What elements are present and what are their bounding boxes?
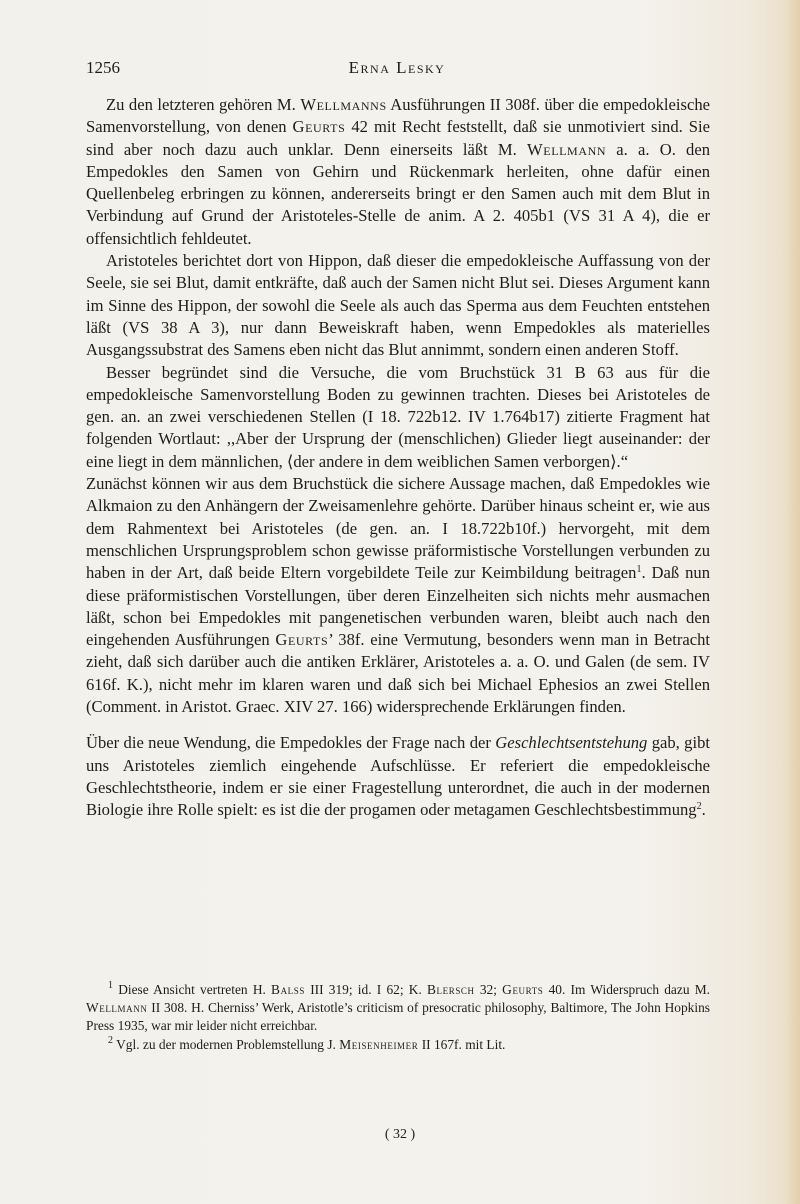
- page-header: [86, 58, 708, 82]
- emphasis: Geschlechtsentstehung: [495, 733, 648, 753]
- text-run: .: [701, 800, 706, 820]
- text-run: Vgl. zu der modernen Problemstellung J.: [113, 1036, 340, 1052]
- footnote-number: 1: [108, 980, 113, 991]
- text-run: Ausführungen II 308f. über die empedokleische Samenvorstellung, von denen: [86, 95, 710, 137]
- author-name: Wellmann: [86, 1000, 148, 1016]
- footnote-number: 2: [108, 1034, 113, 1046]
- paragraph-5: [86, 732, 710, 821]
- page-edge-shading: [786, 0, 800, 1204]
- page-number: 1256: [86, 58, 120, 77]
- footnote-1: [86, 981, 710, 1036]
- paragraph-4: [86, 473, 710, 718]
- running-head-author: Erna Lesky: [348, 58, 446, 77]
- footnote-marker-1: 1: [636, 564, 642, 576]
- footnote-marker-2: 2: [696, 801, 702, 813]
- text-run: ’ 38f. eine Vermutung, besonders wenn man in Betracht zieht, daß sich darüber auch die antiken Erklärer, Aristoteles a. a. O. und Galen (de sem. IV 616f. K.), nicht mehr im klaren waren und daß sich bei Michael Ephesios an zwei Stellen (Comment. in Aristot. Graec. XIV 27. 166) widersprechende Erklärungen finden.: [86, 630, 710, 717]
- text-run: II 308. H. Cherniss’ Werk, Aristotle’s criticism of presocratic philosophy, Baltimore, The John Hopkins Press 1935, war mir leider nicht erreichbar.: [86, 1000, 710, 1034]
- text-run: 32;: [474, 982, 503, 997]
- author-name: Geurts: [502, 982, 544, 997]
- text-run: Zu den letzteren gehören M.: [106, 95, 301, 114]
- author-name: Wellmann: [527, 139, 607, 159]
- author-name: Balss: [271, 982, 305, 997]
- footnote-2: [86, 1036, 710, 1054]
- author-name: Geurts: [292, 117, 346, 137]
- body-text: [86, 94, 710, 822]
- paragraph-3: Besser begründet sind die Versuche, die vom Bruchstück 31 B 63 aus für die empedokleische Samenvorstellung Boden zu gewinnen trachten. Dieses bei Aristoteles de gen. an. an zwei verschiedenen Stellen (I 18. 722b12. IV 1.764b17) zitierte Fragment hat folgenden Wortlaut: ,,Aber der Ursprung der (menschlichen) Glieder liegt auseinander: der eine liegt in dem männlichen, ⟨der andere in dem weiblichen Samen verborgen⟩.“: [86, 362, 710, 471]
- text-run: Diese Ansicht vertreten H.: [113, 982, 272, 997]
- author-name: Geurts: [275, 630, 329, 650]
- text-run: . Daß nun diese präformistischen Vorstellungen, über deren Einzelheiten sich nichts mehr ausmachen läßt, schon bei Empedokles mit pangenetischen verbunden waren, bleibt auch nach den eingehenden Ausführungen: [86, 563, 710, 650]
- text-run: II 167f. mit Lit.: [418, 1036, 506, 1052]
- text-run: a. a. O. den Empedokles den Samen von Gehirn und Rückenmark herleiten, ohne dafür einen Quellenbeleg erbringen zu können, andererseits bringt er den Samen auch mit dem Blut in Verbindung auf Grund der Aristoteles-Stelle de anim. A 2. 405b1 (VS 31 A 4), die er offensichtlich fehldeutet.: [86, 139, 710, 248]
- author-name: Meisenheimer: [339, 1036, 419, 1052]
- text-run: 42 mit Recht feststellt, daß sie unmotiviert sind. Sie sind aber noch dazu auch unklar. Denn einerseits läßt M.: [86, 117, 711, 159]
- text-run: 40. Im Widerspruch dazu M.: [543, 982, 710, 997]
- text-run: Zunächst können wir aus dem Bruchstück die sichere Aussage machen, daß Empedokles wie Alkmaion zu den Anhängern der Zweisamenlehre gehörte. Darüber hinaus scheint er, wie aus dem Rahmentext bei Aristoteles (de gen. an. I 18.722b10f.) hervorgeht, mit dem menschlichen Ursprungsproblem schon gewisse präformistische Vorstellungen verbunden zu haben in der Art, daß beide Eltern vorgebildete Teile zur Keimbildung beitragen: [86, 474, 710, 583]
- paragraph-1: [86, 94, 710, 250]
- paragraph-2: Aristoteles berichtet dort von Hippon, daß dieser die empedokleische Auffassung von der Seele, sie sei Blut, damit entkräfte, daß auch der Samen nicht Blut sei. Dieses Argument kann im Sinne des Hippon, der sowohl die Seele als auch das Sperma aus dem Feuchten entstehen läßt (VS 38 A 3), nur dann Beweiskraft haben, wenn Empedokles als materielles Ausgangssubstrat des Samens eben nicht das Blut annimmt, sondern einen anderen Stoff.: [86, 251, 710, 360]
- author-name: Blersch: [427, 982, 475, 997]
- text-run: Über die neue Wendung, die Empedokles der Frage nach der: [86, 733, 496, 753]
- author-name: Wellmanns: [300, 95, 387, 114]
- text-run: gab, gibt uns Aristoteles ziemlich eingehende Aufschlüsse. Er referiert die empedokleische Geschlechtstheorie, indem er sie einer Fragestellung unterordnet, die auch in der modernen Biologie ihre Rolle spielt: es ist die der progamen oder metagamen Geschlechtsbestimmung: [86, 733, 710, 820]
- footnotes: [86, 981, 710, 1054]
- folio-number: ( 32 ): [384, 1127, 416, 1142]
- text-run: III 319; id. I 62; K.: [305, 982, 427, 997]
